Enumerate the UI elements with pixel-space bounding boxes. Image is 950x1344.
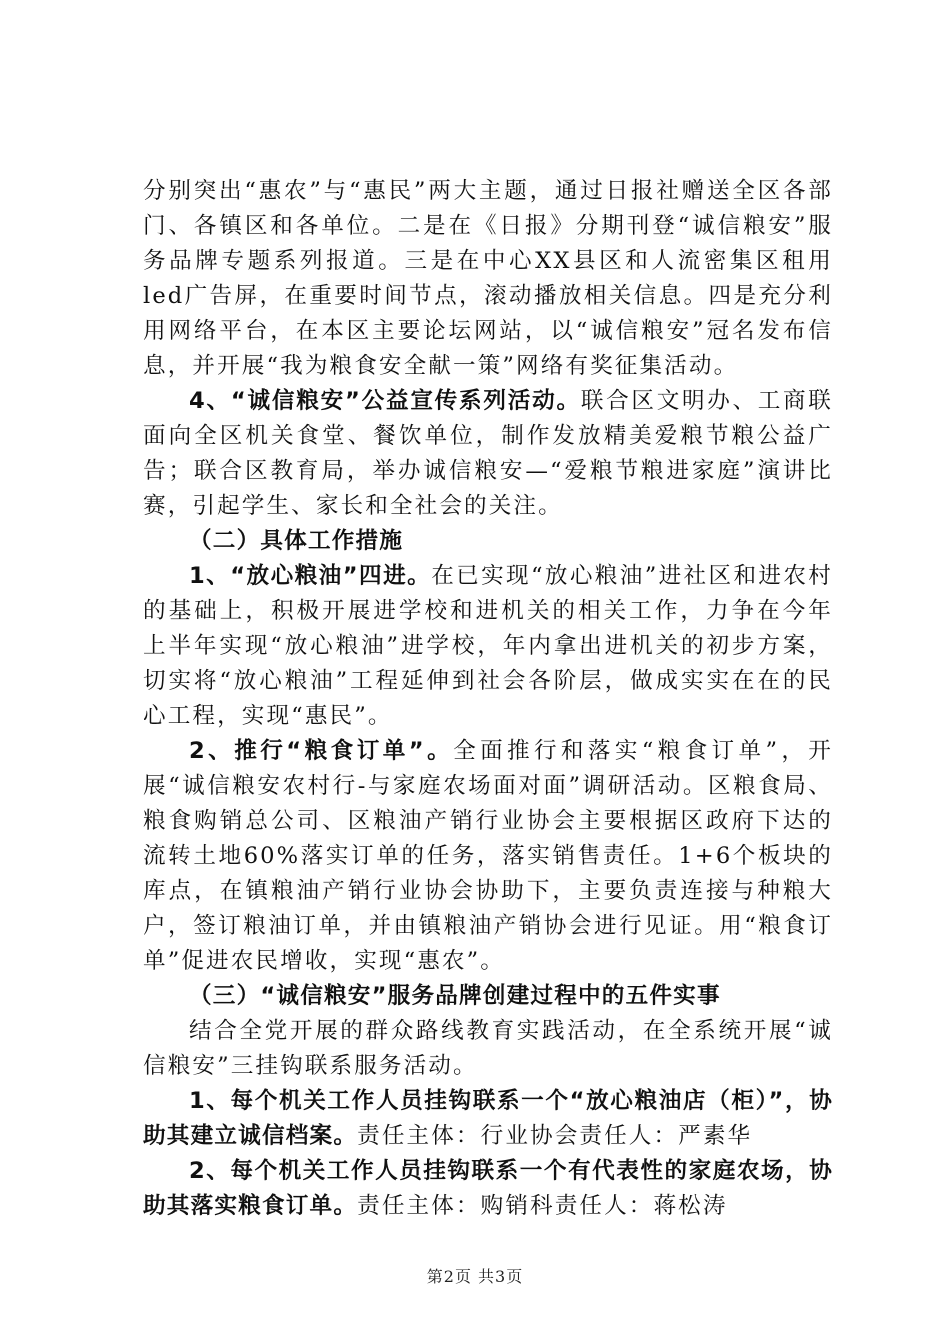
- paragraph-lead: 1、“放心粮油”四进。: [189, 563, 432, 589]
- paragraph-text: 结合全党开展的群众路线教育实践活动，在全系统开展“诚信粮安”三挂钩联系服务活动。: [143, 1018, 833, 1079]
- paragraph-text: 责任主体：购销科责任人：蒋松涛: [357, 1193, 728, 1219]
- heading-text: （二）具体工作措施: [189, 528, 404, 554]
- paragraph-text: 分别突出“惠农”与“惠民”两大主题，通过日报社赠送全区各部门、各镇区和各单位。二是在《日报》分期刊登“诚信粮安”服务品牌专题系列报道。三是在中心XX县区和人流密集区租用led广告屏，在重要时间节点，滚动播放相关信息。四是充分利用网络平台，在本区主要论坛网站，以“诚信粮安”冠名发布信息，并开展“我为粮食安全献一策”网络有奖征集活动。: [143, 178, 833, 379]
- paragraph-text: 联合区文明办、工商联面向全区机关食堂、餐饮单位，制作发放精美爱粮节粮公益广告；联合区教育局，举办诚信粮安—“爱粮节粮进家庭”演讲比赛，引起学生、家长和全社会的关注。: [143, 388, 833, 519]
- paragraph-lead: 2、每个机关工作人员挂钩联系一个有代表性的家庭农场，协助其落实粮食订单。: [143, 1158, 833, 1219]
- paragraph-lead: 1、每个机关工作人员挂钩联系一个“放心粮油店（柜）”，协助其建立诚信档案。: [143, 1088, 833, 1149]
- paragraph-task-2: [143, 1154, 833, 1224]
- paragraph-task-1: [143, 1084, 833, 1154]
- paragraph-three-links: [143, 1014, 833, 1084]
- paragraph-grain-orders: [143, 734, 833, 979]
- paragraph-text: 全面推行和落实“粮食订单”，开展“诚信粮安农村行-与家庭农场面对面”调研活动。区粮食局、粮食购销总公司、区粮油产销行业协会主要根据区政府下达的流转土地60%落实订单的任务，落实销售责任。1+6个板块的库点，在镇粮油产销行业协会协助下，主要负责连接与种粮大户，签订粮油订单，并由镇粮油产销协会进行见证。用“粮食订单”促进农民增收，实现“惠农”。: [143, 738, 833, 974]
- heading-text: （三）“诚信粮安”服务品牌创建过程中的五件实事: [189, 983, 721, 1009]
- paragraph-lead: 2、推行“粮食订单”。: [189, 738, 454, 764]
- document-body: [143, 174, 833, 1224]
- section-heading-measures: [143, 524, 833, 559]
- paragraph-lead: 4、“诚信粮安”公益宣传系列活动。: [189, 388, 581, 414]
- paragraph-four-entries: [143, 559, 833, 734]
- paragraph-text: 在已实现“放心粮油”进社区和进农村的基础上，积极开展进学校和进机关的相关工作，力争在今年上半年实现“放心粮油”进学校，年内拿出进机关的初步方案，切实将“放心粮油”工程延伸到社会各阶层，做成实实在在的民心工程，实现“惠民”。: [143, 563, 833, 729]
- paragraph-text: 责任主体：行业协会责任人：严素华: [357, 1123, 753, 1149]
- paragraph-publicity-channels: [143, 174, 833, 384]
- section-heading-five-tasks: [143, 979, 833, 1014]
- paragraph-public-welfare-campaign: [143, 384, 833, 524]
- page-number-footer: 第2页 共3页: [426, 1267, 524, 1286]
